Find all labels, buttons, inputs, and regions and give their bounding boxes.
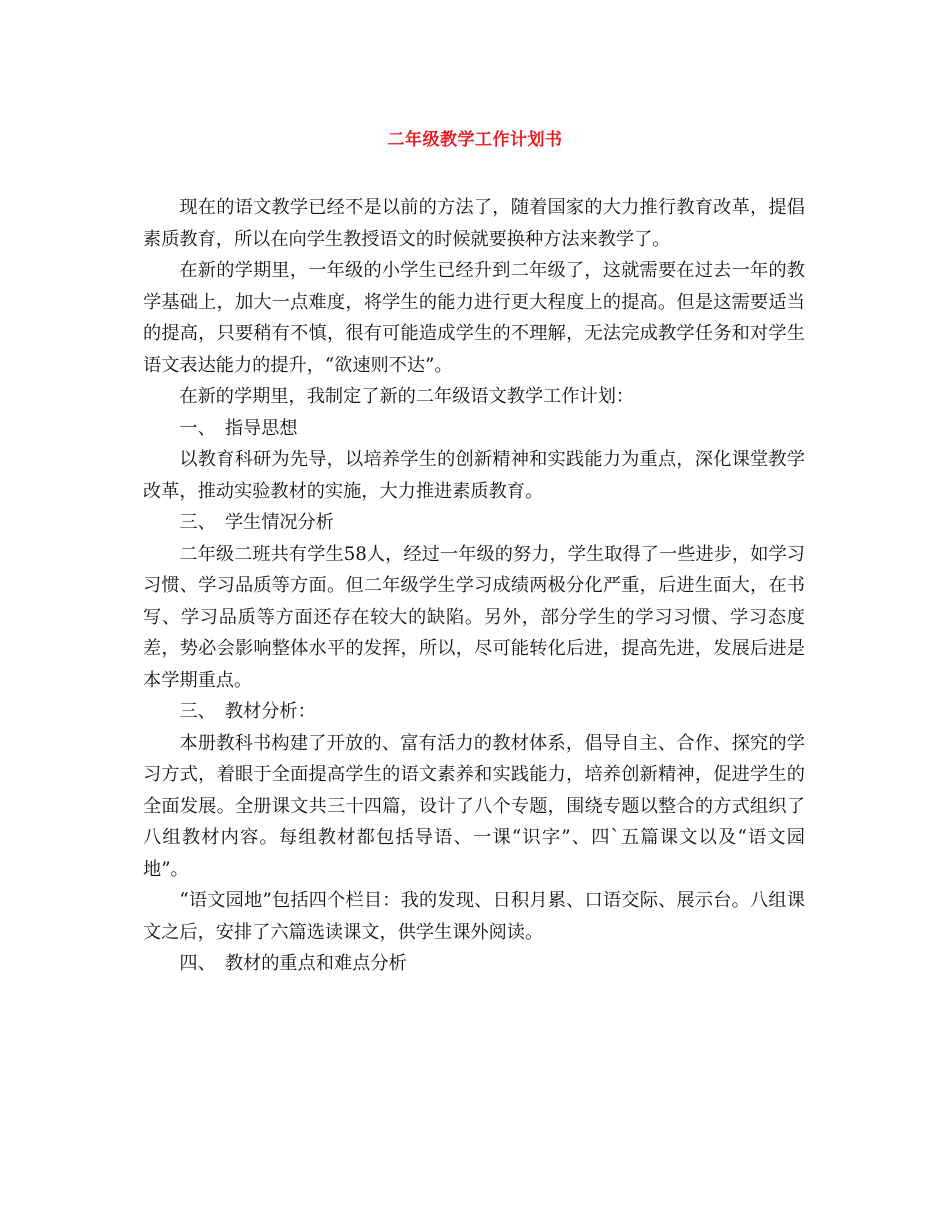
paragraph-guiding-idea: 以教育科研为先导，以培养学生的创新精神和实践能力为重点，深化课堂教学改革，推动实验教材的实施，大力推进素质教育。: [143, 449, 805, 502]
section-heading-key-points: 四、 教材的重点和难点分析: [179, 953, 407, 974]
paragraph-language-garden: “语文园地”包括四个栏目：我的发现、日积月累、口语交际、展示台。八组课文之后，安排了六篇选读课文，供学生课外阅读。: [143, 890, 805, 943]
document-body: [143, 192, 805, 980]
paragraph-textbook-analysis: 本册教科书构建了开放的、富有活力的教材体系，倡导自主、合作、探究的学习方式，着眼于全面提高学生的语文素养和实践能力，培养创新精神，促进学生的全面发展。全册课文共三十四篇，设计了八个专题，围绕专题以整合的方式组织了八组教材内容。每组教材都包括导语、一课“识字”、四`五篇课文以及“语文园地”。: [143, 732, 805, 880]
section-heading-guiding-idea: 一、 指导思想: [179, 417, 298, 439]
paragraph-plan-intro: 在新的学期里，我制定了新的二年级语文教学工作计划：: [179, 386, 635, 407]
paragraph-new-term: 在新的学期里，一年级的小学生已经升到二年级了，这就需要在过去一年的教学基础上，加大一点难度，将学生的能力进行更大程度上的提高。但是这需要适当的提高，只要稍有不慎，很有可能造成学生的不理解，无法完成教学任务和对学生语文表达能力的提升，“欲速则不达”。: [143, 260, 805, 376]
paragraph-student-analysis: 二年级二班共有学生58人，经过一年级的努力，学生取得了一些进步，如学习习惯、学习品质等方面。但二年级学生学习成绩两极分化严重，后进生面大，在书写、学习品质等方面还存在较大的缺陷。另外，部分学生的学习习惯、学习态度差，势必会影响整体水平的发挥，所以，尽可能转化后进，提高先进，发展后进是本学期重点。: [143, 543, 805, 691]
paragraph-intro: 现在的语文教学已经不是以前的方法了，随着国家的大力推行教育改革，提倡素质教育，所以在向学生教授语文的时候就要换种方法来教学了。: [143, 197, 805, 250]
section-heading-student-analysis: 三、 学生情况分析: [179, 512, 334, 533]
document-title: 二年级教学工作计划书: [387, 130, 563, 150]
section-heading-textbook-analysis: 三、 教材分析：: [179, 701, 316, 722]
